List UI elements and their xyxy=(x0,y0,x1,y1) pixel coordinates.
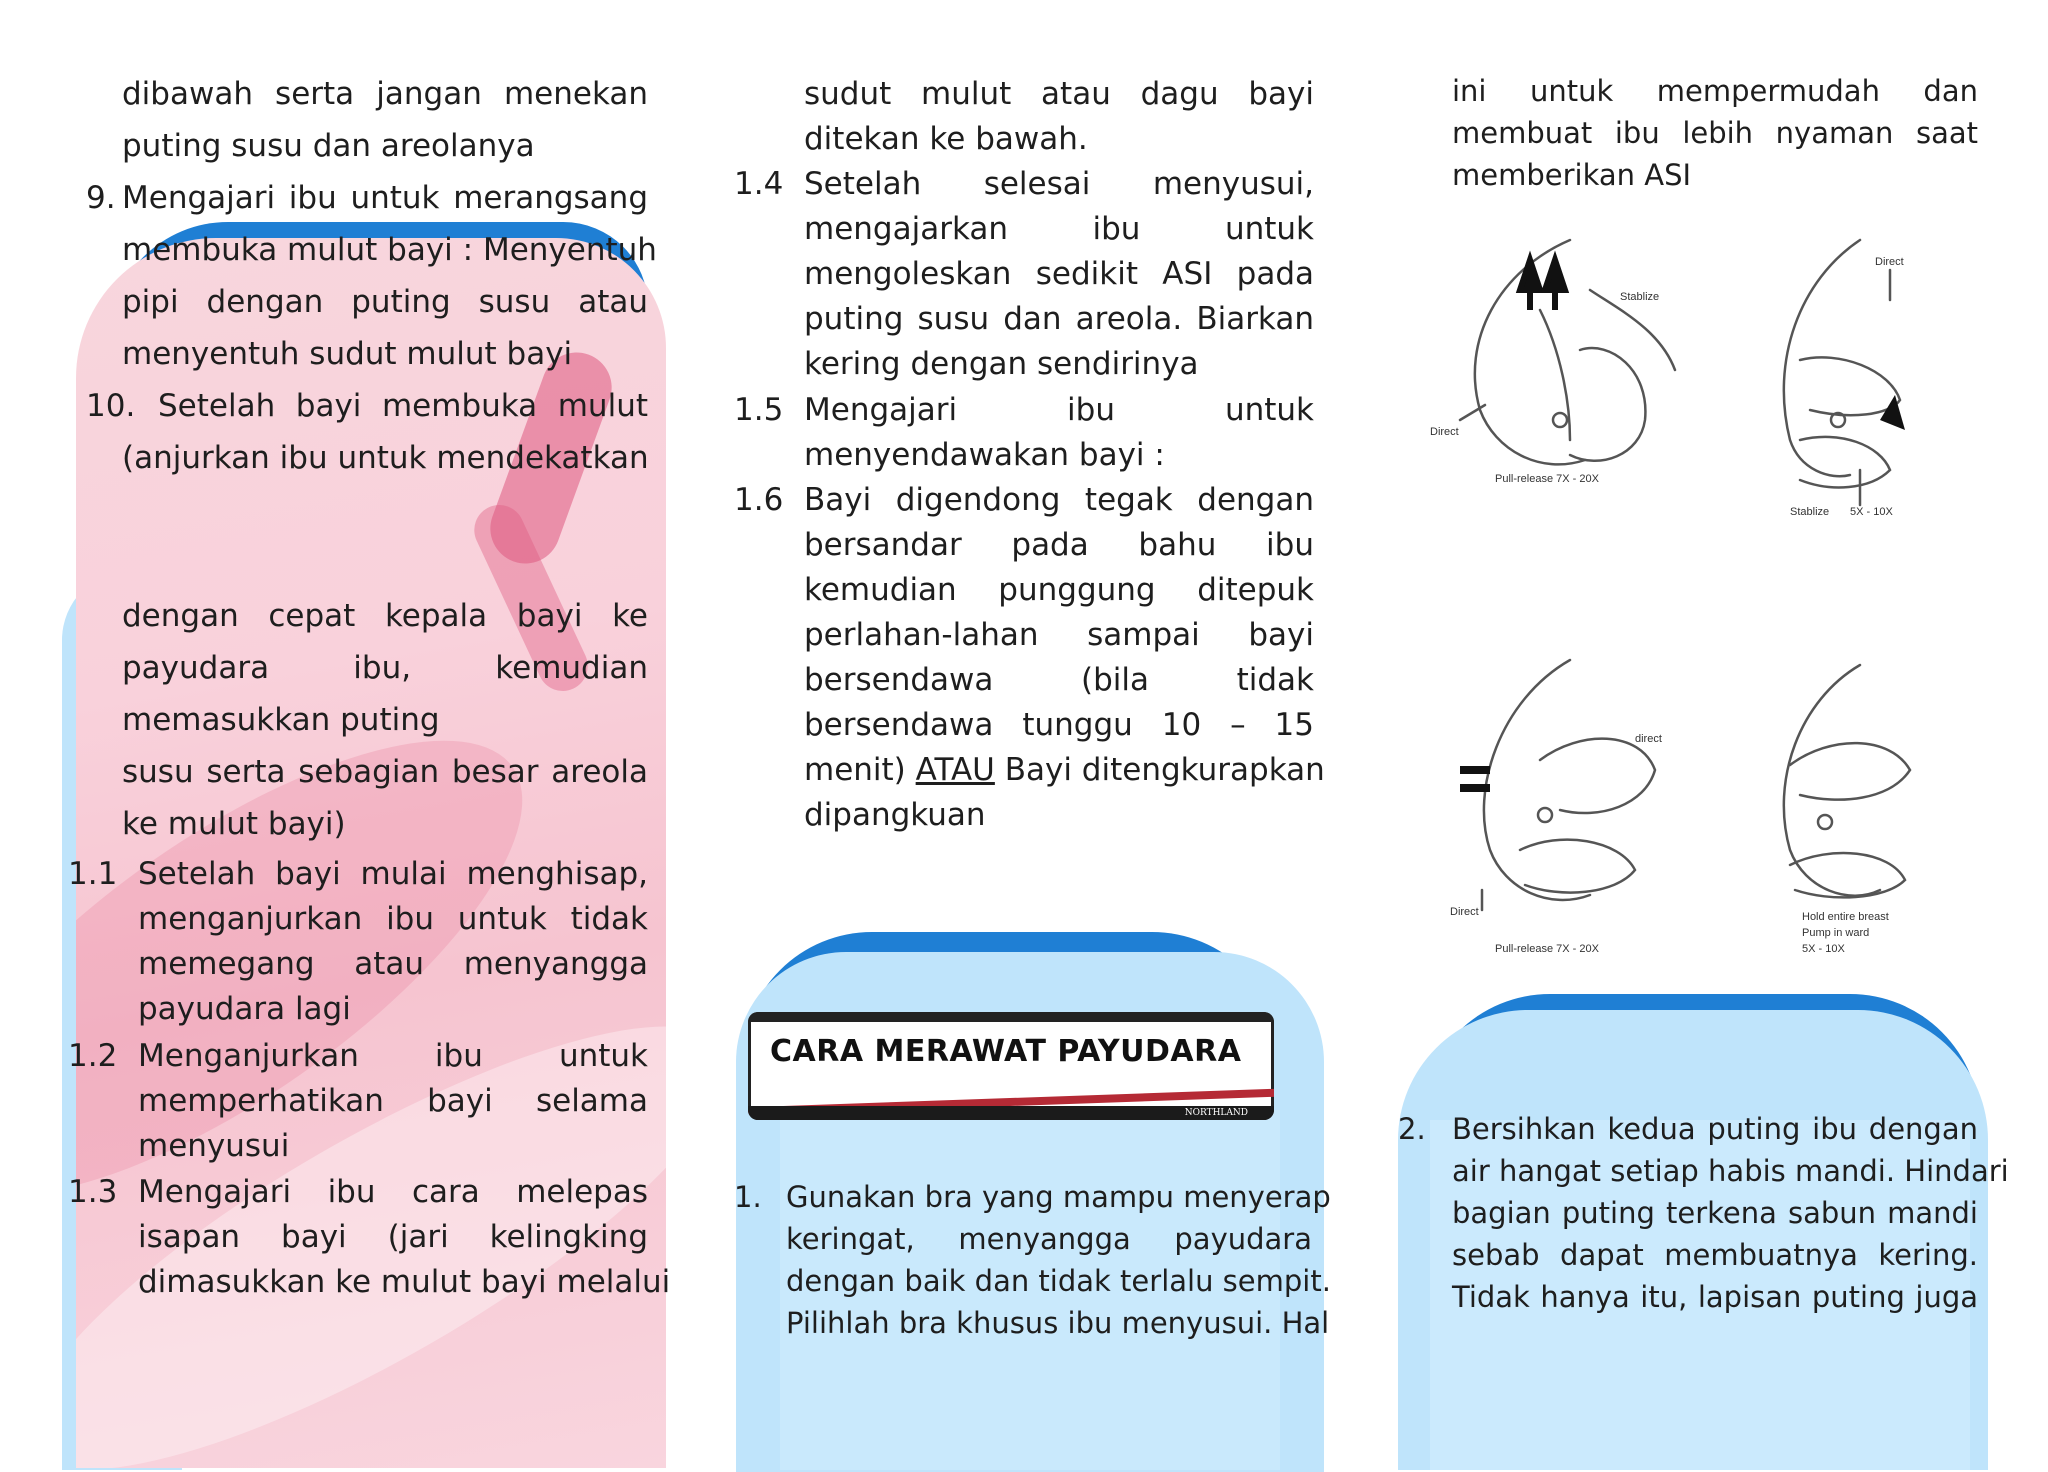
text-line: ditekan ke bawah. xyxy=(804,121,1088,157)
hand-outline xyxy=(1570,348,1645,461)
text-line: bagian puting terkena sabun mandi xyxy=(1452,1196,1978,1230)
list-item-10-first xyxy=(158,380,648,432)
text-line: dengan cepat kepala bayi ke xyxy=(122,598,648,634)
text-line: Mengajari ibu untuk xyxy=(804,392,1314,428)
sub-item-1-3 xyxy=(138,1170,671,1305)
text-line: bersandar pada bahu ibu xyxy=(804,527,1314,563)
figure-label: Hold entire breast xyxy=(1802,911,1889,923)
text-line: Bayi digendong tegak dengan xyxy=(804,482,1314,518)
text-line: Mengajari ibu cara melepas xyxy=(138,1174,648,1210)
arrow-icon xyxy=(1460,770,1490,788)
list-number: 2. xyxy=(1398,1112,1426,1146)
nipple xyxy=(1553,413,1567,427)
text-line: (anjurkan ibu untuk mendekatkan xyxy=(122,440,649,476)
sub-number: 1.1 xyxy=(68,856,118,892)
figure-label: Pull-release 7X - 20X xyxy=(1495,943,1599,955)
text-line: pipi dengan puting susu atau xyxy=(122,284,648,320)
text-line: Menganjurkan ibu untuk xyxy=(138,1038,648,1074)
text-line xyxy=(804,748,1325,793)
text-line: sebab dapat membuatnya kering. xyxy=(1452,1238,1978,1272)
text-line: Bersihkan kedua puting ibu dengan xyxy=(1452,1112,1978,1146)
sub-number: 1.2 xyxy=(68,1038,118,1074)
figure-label: direct xyxy=(1635,733,1662,745)
sub-number: 1.3 xyxy=(68,1174,118,1210)
hand-outline xyxy=(1540,310,1570,440)
text-line: dibawah serta jangan menekan xyxy=(122,76,648,112)
text-line: keringat, menyangga payudara xyxy=(786,1222,1312,1256)
sub-item-1-1 xyxy=(138,852,648,1032)
text-fragment: menit) xyxy=(804,752,916,788)
figure-label: Pull-release 7X - 20X xyxy=(1495,473,1599,485)
sub-number: 1.6 xyxy=(734,482,784,518)
text-line: payudara lagi xyxy=(138,991,351,1027)
text-line: Setelah bayi mulai menghisap, xyxy=(138,856,648,892)
list-item-10 xyxy=(122,432,648,484)
text-line: Mengajari ibu untuk merangsang xyxy=(122,180,648,216)
hand-outline xyxy=(1800,437,1890,488)
text-line: memegang atau menyangga xyxy=(138,946,648,982)
list-item-9 xyxy=(122,172,657,380)
badge-brand: NORTHLAND xyxy=(1184,1108,1248,1118)
arrow-icon xyxy=(1520,260,1540,310)
sub-number: 1.4 xyxy=(734,166,784,202)
text-line: ini untuk mempermudah dan xyxy=(1452,74,1978,108)
text-line: mengajarkan ibu untuk xyxy=(804,211,1314,247)
nipple xyxy=(1538,808,1552,822)
figure-label: 5X - 10X xyxy=(1850,506,1893,518)
sub-item-1-4 xyxy=(804,162,1314,387)
underlined-word: ATAU xyxy=(915,752,995,788)
list-number: 9. xyxy=(86,180,116,216)
text-line: susu serta sebagian besar areola xyxy=(122,754,648,790)
text-line: Tidak hanya itu, lapisan puting juga xyxy=(1452,1280,1978,1314)
sub-item-1-6 xyxy=(804,478,1325,838)
sub-item-1-5 xyxy=(804,388,1314,478)
figure-label: Direct xyxy=(1430,426,1459,438)
text-line: puting susu dan areola. Biarkan xyxy=(804,301,1314,337)
text-line: menyusui xyxy=(138,1128,290,1164)
sub-item-1-2 xyxy=(138,1034,648,1169)
col1-continued-text xyxy=(122,68,648,172)
text-line: mengoleskan sedikit ASI pada xyxy=(804,256,1314,292)
text-line: sudut mulut atau dagu bayi xyxy=(804,76,1314,112)
text-line: menyentuh sudut mulut bayi xyxy=(122,336,573,372)
figure-label: Stablize xyxy=(1790,506,1830,518)
figure-label: Pump in ward xyxy=(1802,927,1870,939)
arrow-icon xyxy=(1545,260,1565,310)
text-line: menganjurkan ibu untuk tidak xyxy=(138,901,648,937)
figure-label: Stablize xyxy=(1620,291,1660,303)
text-line: isapan bayi (jari kelingking xyxy=(138,1219,648,1255)
nipple xyxy=(1818,815,1832,829)
col1-continuation xyxy=(122,590,648,850)
text-line: ke mulut bayi) xyxy=(122,806,346,842)
care-item-1 xyxy=(786,1176,1331,1344)
hand-outline xyxy=(1540,739,1655,813)
badge-top-bar xyxy=(748,1012,1274,1022)
list-number: 1. xyxy=(734,1180,762,1214)
text-line: memperhatikan bayi selama xyxy=(138,1083,648,1119)
text-fragment: Bayi ditengkurapkan xyxy=(994,752,1325,788)
col3-intro xyxy=(1452,70,1978,196)
text-line: puting susu dan areolanya xyxy=(122,128,535,164)
sub-number: 1.5 xyxy=(734,392,784,428)
section-title-badge xyxy=(748,1012,1274,1120)
hand-outline xyxy=(1520,840,1635,893)
text-line: kering dengan sendirinya xyxy=(804,346,1199,382)
care-item-2 xyxy=(1452,1108,2009,1318)
text-line: Pilihlah bra khusus ibu menyusui. Hal xyxy=(786,1306,1330,1340)
text-line: memberikan ASI xyxy=(1452,158,1692,192)
text-line: Setelah bayi membuka mulut xyxy=(158,388,648,424)
col2-intro xyxy=(804,72,1314,162)
hand-outline xyxy=(1790,743,1910,800)
text-line: memasukkan puting xyxy=(122,702,440,738)
breast-massage-illustrations xyxy=(1420,230,1980,970)
text-line: membuat ibu lebih nyaman saat xyxy=(1452,116,1978,150)
text-line: dengan baik dan tidak terlalu sempit. xyxy=(786,1264,1331,1298)
hand-outline xyxy=(1800,357,1900,415)
text-line: Setelah selesai menyusui, xyxy=(804,166,1314,202)
text-line: dipangkuan xyxy=(804,797,986,833)
text-line: bersendawa (bila tidak xyxy=(804,662,1314,698)
figure-label: Direct xyxy=(1875,256,1904,268)
text-line: Gunakan bra yang mampu menyerap xyxy=(786,1180,1331,1214)
text-line: menyendawakan bayi : xyxy=(804,437,1165,473)
figure-label: 5X - 10X xyxy=(1802,943,1845,955)
text-line: dimasukkan ke mulut bayi melalui xyxy=(138,1264,671,1300)
text-line: air hangat setiap habis mandi. Hindari xyxy=(1452,1154,2009,1188)
section-title: CARA MERAWAT PAYUDARA xyxy=(770,1034,1242,1069)
figure-label: Direct xyxy=(1450,906,1479,918)
text-line: kemudian punggung ditepuk xyxy=(804,572,1314,608)
text-line: membuka mulut bayi : Menyentuh xyxy=(122,232,657,268)
list-number: 10. xyxy=(86,388,136,424)
text-line: payudara ibu, kemudian xyxy=(122,650,648,686)
text-line: perlahan-lahan sampai bayi xyxy=(804,617,1314,653)
breast-outline xyxy=(1484,660,1590,900)
text-line: bersendawa tunggu 10 – 15 xyxy=(804,707,1314,743)
